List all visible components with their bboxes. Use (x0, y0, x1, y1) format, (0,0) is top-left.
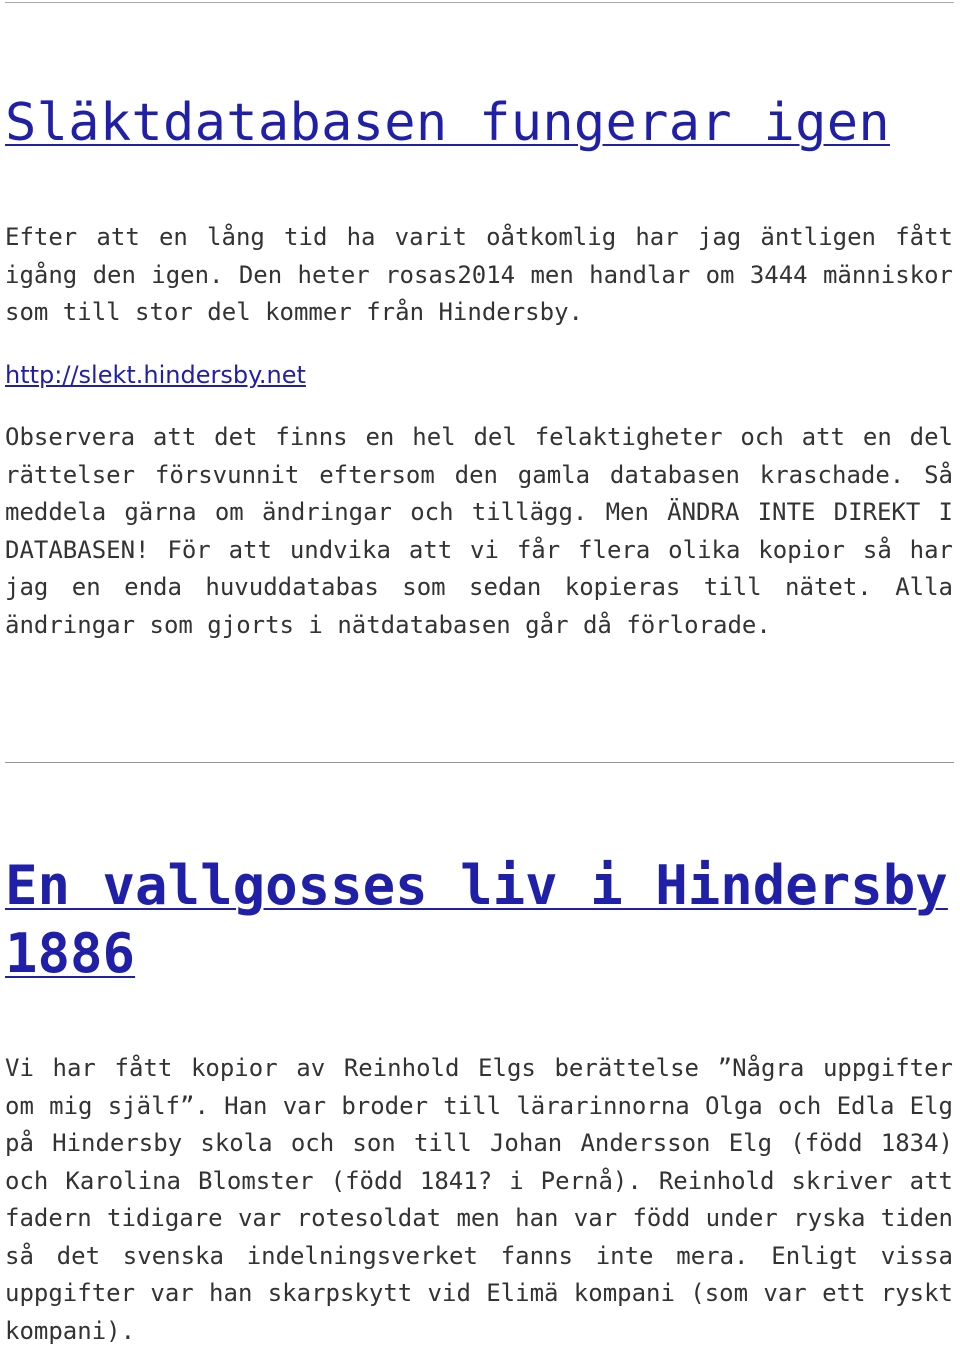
database-link[interactable]: http://slekt.hindersby.net (5, 361, 306, 389)
post-paragraph: Observera att det finns en hel del felaktigheter och att en del rättelser försvunnit eftersom den gamla databasen kraschade. Så meddela gärna om ändringar och tillägg. Men ÄNDRA INTE DIREKT I DATABASEN! För att undvika att vi får flera olika kopior så har jag en enda huvuddatabas som sedan kopieras till nätet. Alla ändringar som gjorts i nätdatabasen går då förlorade. (5, 423, 953, 639)
post-paragraph: Efter att en lång tid ha varit oåtkomlig har jag äntligen fått igång den igen. Den heter rosas2014 men handlar om 3444 människor som till stor del kommer från Hindersby. (5, 223, 953, 326)
post-divider (5, 762, 954, 763)
post-title-link[interactable]: En vallgosses liv i Hindersby 1886 (5, 854, 948, 985)
post-paragraph: Vi har fått kopior av Reinhold Elgs berättelse ”Några uppgifter om mig själf”. Han var broder till lärarinnorna Olga och Edla Elg på Hindersby skola och son till Johan Andersson Elg (född 1834) och Karolina Blomster (född 1841? i Pernå). Reinhold skriver att fadern tidigare var rotesoldat men han var född under ryska tiden så det svenska indelningsverket fanns inte mera. Enligt vissa uppgifter var han skarpskytt vid Elimä kompani (som var ett ryskt kompani). (5, 1054, 953, 1345)
link-paragraph (5, 357, 953, 395)
post-title[interactable] (5, 90, 890, 156)
post-title[interactable] (5, 852, 953, 988)
top-rule (5, 2, 954, 3)
post-title-link[interactable]: Släktdatabasen fungerar igen (5, 93, 890, 153)
